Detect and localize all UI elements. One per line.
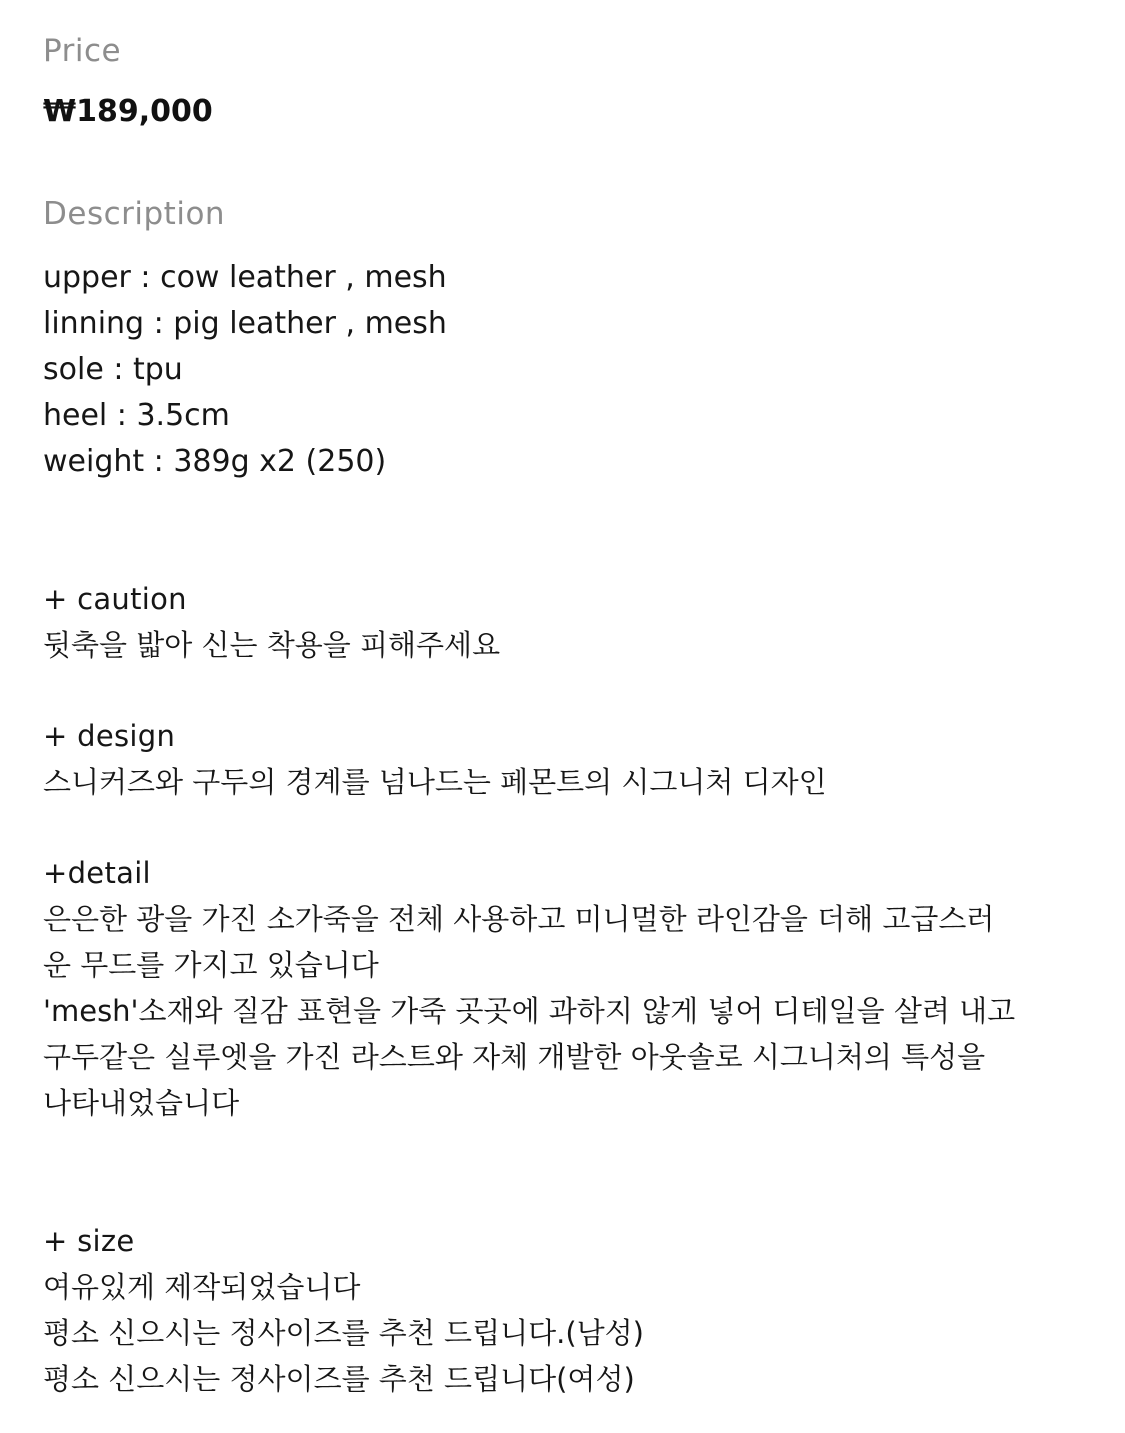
price-value: ₩189,000 <box>43 94 213 129</box>
spec-upper: upper : cow leather , mesh <box>43 260 447 295</box>
spec-weight: weight : 389g x2 (250) <box>43 444 387 479</box>
size-section <box>43 1218 1103 1402</box>
caution-section <box>43 576 1103 668</box>
detail-text-line: 나타내었습니다 <box>43 1086 240 1120</box>
detail-text-line: 운 무드를 가지고 있습니다 <box>43 948 379 982</box>
spec-list <box>43 255 447 485</box>
size-text-line: 평소 신으시는 정사이즈를 추천 드립니다(여성) <box>43 1362 635 1396</box>
detail-section <box>43 850 1103 1126</box>
spec-heel: heel : 3.5cm <box>43 398 230 433</box>
design-heading: + design <box>43 719 176 753</box>
caution-heading: + caution <box>43 582 187 616</box>
spec-sole: sole : tpu <box>43 352 183 387</box>
detail-text-line: 은은한 광을 가진 소가죽을 전체 사용하고 미니멀한 라인감을 더해 고급스러 <box>43 902 995 936</box>
detail-text-line: 'mesh'소재와 질감 표현을 가죽 곳곳에 과하지 않게 넣어 디테일을 살려 내고 <box>43 994 1016 1028</box>
design-text: 스니커즈와 구두의 경계를 넘나드는 페몬트의 시그니처 디자인 <box>43 765 827 799</box>
detail-text-line: 구두같은 실루엣을 가진 라스트와 자체 개발한 아웃솔로 시그니처의 특성을 <box>43 1040 986 1074</box>
size-text-line: 평소 신으시는 정사이즈를 추천 드립니다.(남성) <box>43 1316 644 1350</box>
size-heading: + size <box>43 1224 135 1258</box>
price-label: Price <box>43 33 122 69</box>
detail-heading: +detail <box>43 856 151 890</box>
size-text-line: 여유있게 제작되었습니다 <box>43 1270 361 1304</box>
spec-linning: linning : pig leather , mesh <box>43 306 447 341</box>
design-section <box>43 713 1103 805</box>
caution-text: 뒷축을 밟아 신는 착용을 피해주세요 <box>43 628 501 662</box>
description-label: Description <box>43 196 226 232</box>
